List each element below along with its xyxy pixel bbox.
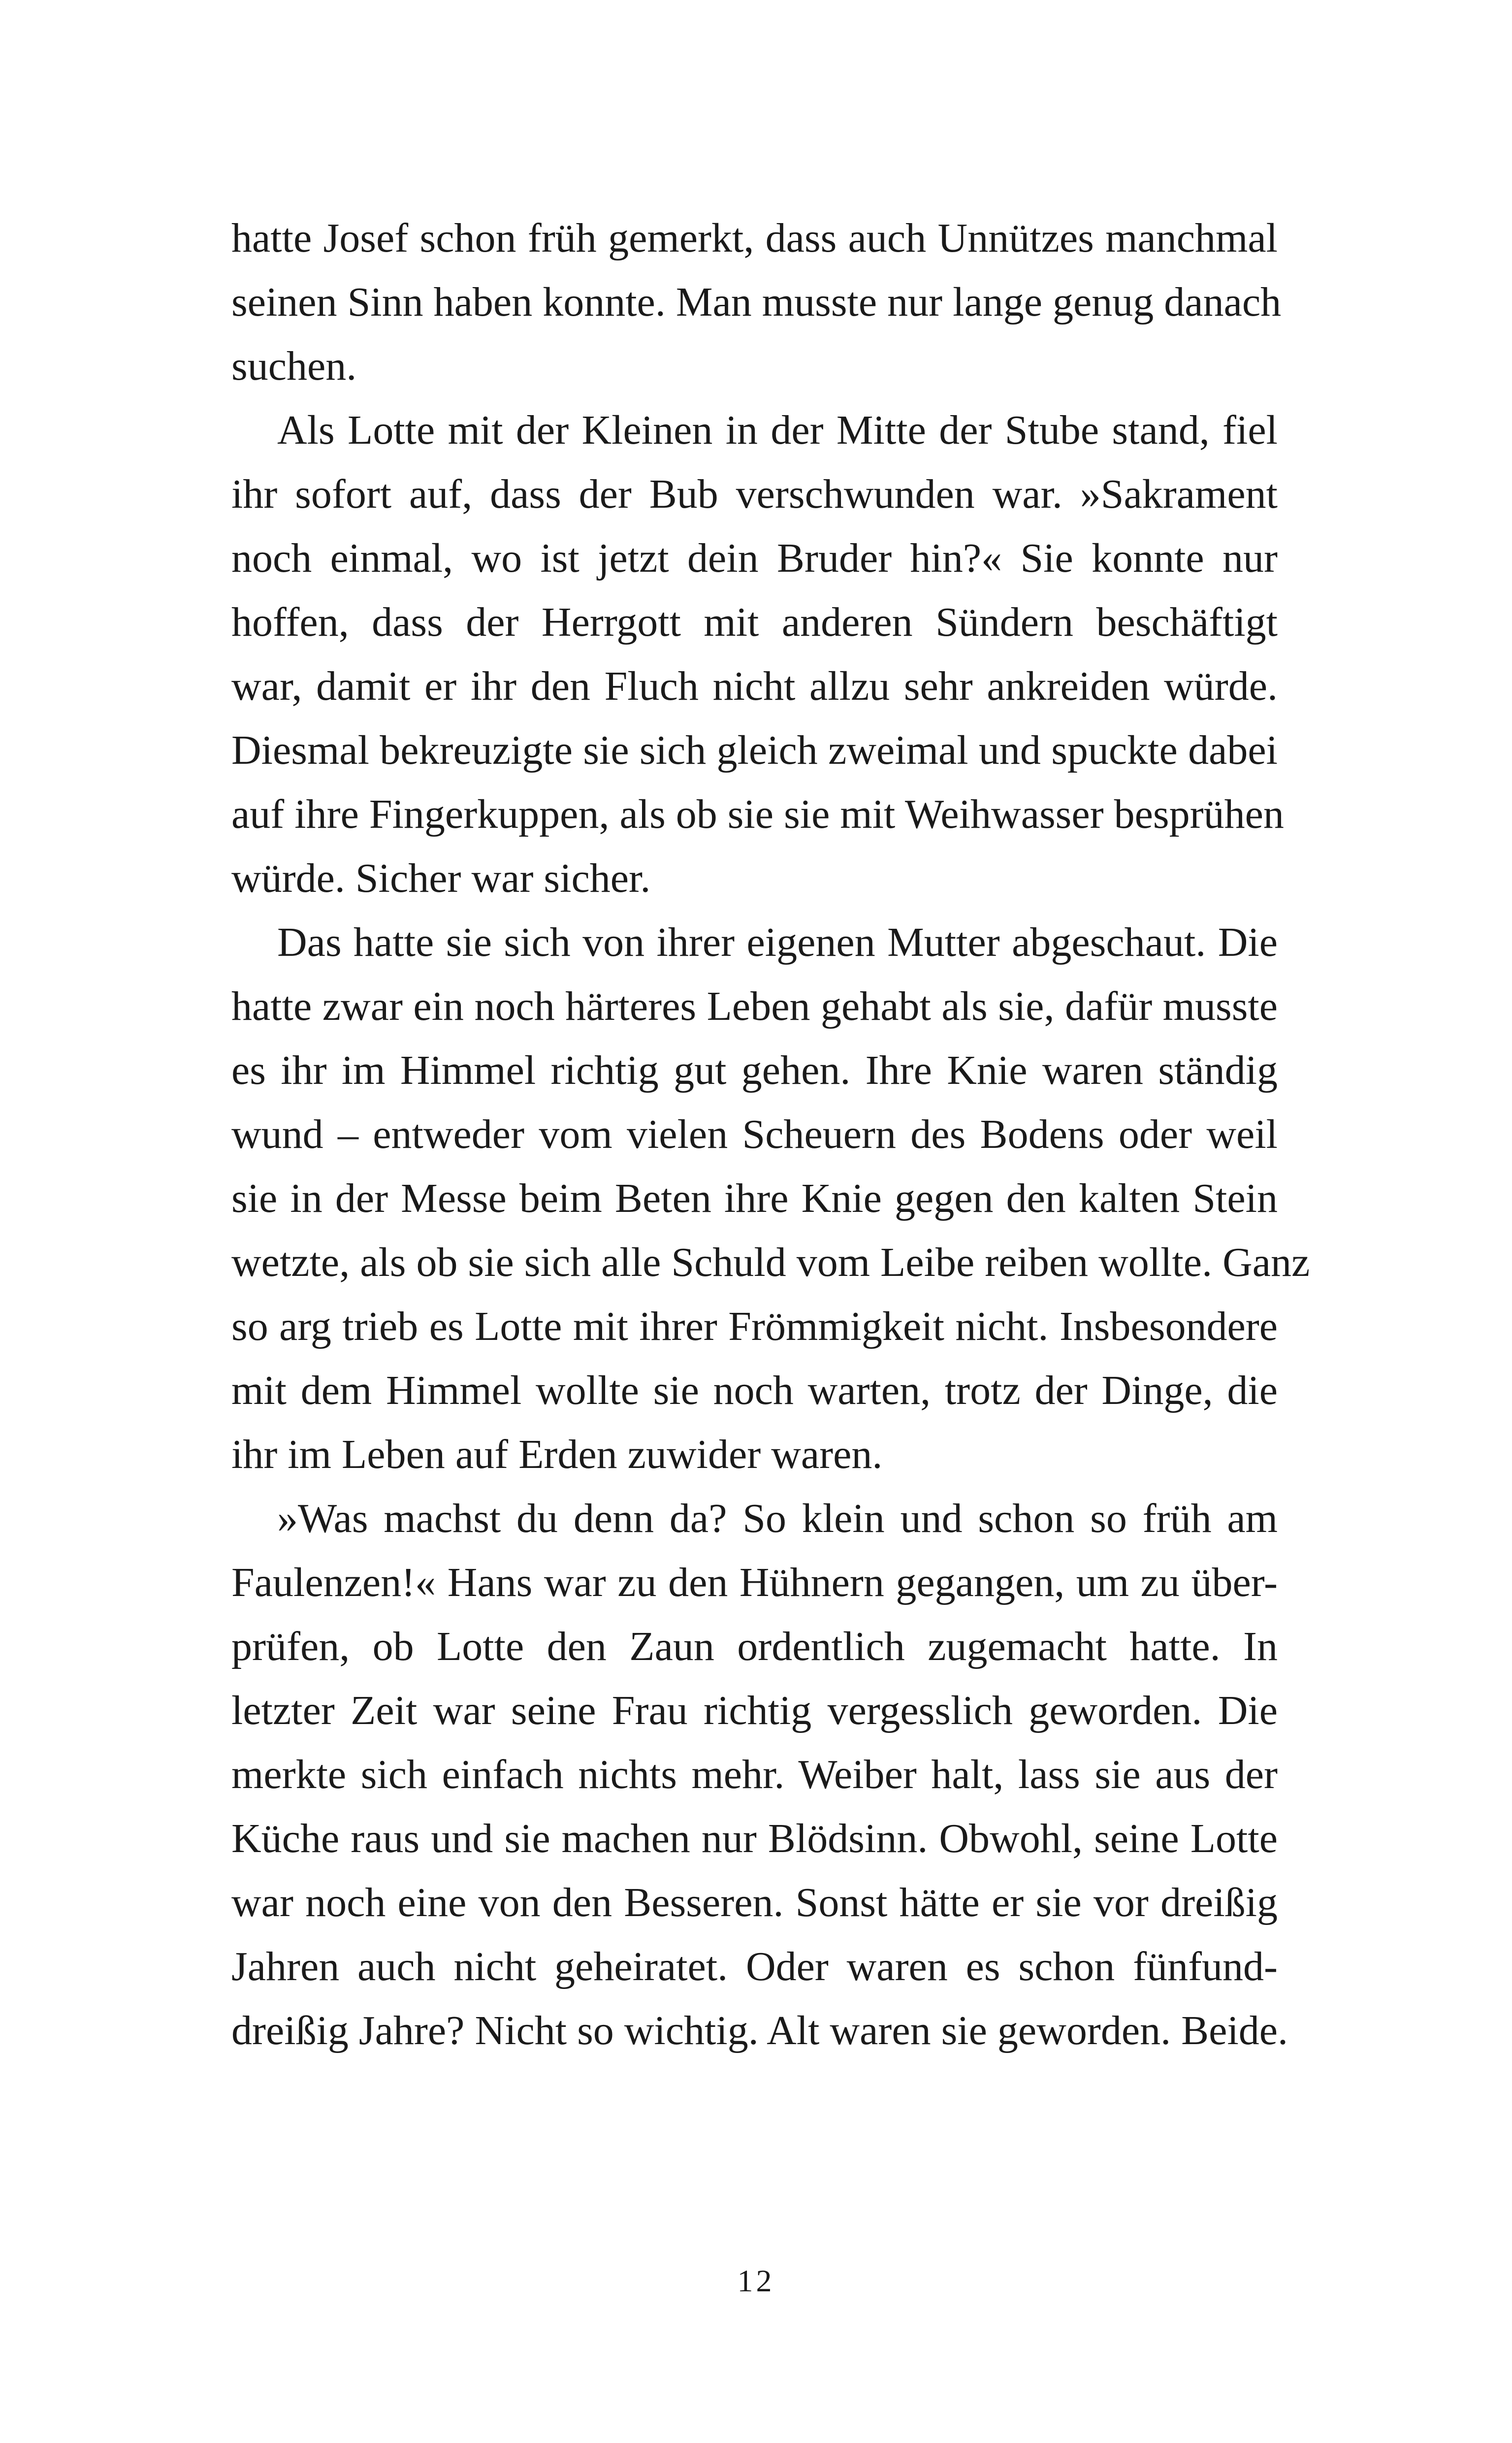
text-line: merkte sich einfach nichts mehr. Weiber halt, lass sie aus der [231, 1752, 1278, 1797]
text-line: prüfen, ob Lotte den Zaun ordentlich zugemacht hatte. In [231, 1624, 1278, 1669]
text-line: wetzte, als ob sie sich alle Schuld vom Leibe reiben wollte. Ganz [231, 1239, 1310, 1285]
text-line: sie in der Messe beim Beten ihre Knie gegen den kalten Stein [231, 1175, 1278, 1221]
text-line: war, damit er ihr den Fluch nicht allzu sehr ankreiden würde. [231, 663, 1278, 709]
text-line: Küche raus und sie machen nur Blödsinn. Obwohl, seine Lotte [231, 1816, 1278, 1861]
text-line: hatte Josef schon früh gemerkt, dass auch Unnützes manchmal [231, 215, 1278, 261]
text-line: Faulenzen!« Hans war zu den Hühnern gegangen, um zu über- [231, 1560, 1278, 1605]
text-line: wund – entweder vom vielen Scheuern des Bodens oder weil [231, 1111, 1278, 1157]
text-line: Als Lotte mit der Kleinen in der Mitte der Stube stand, fiel [277, 407, 1278, 453]
text-line: auf ihre Fingerkuppen, als ob sie sie mit Weihwasser besprühen [231, 791, 1284, 837]
text-line: noch einmal, wo ist jetzt dein Bruder hin?« Sie konnte nur [231, 535, 1278, 581]
text-line: ihr im Leben auf Erden zuwider waren. [231, 1432, 883, 1477]
text-line: hatte zwar ein noch härteres Leben gehabt als sie, dafür musste [231, 983, 1278, 1029]
text-line: letzter Zeit war seine Frau richtig vergesslich geworden. Die [231, 1688, 1278, 1733]
text-line: ihr sofort auf, dass der Bub verschwunden war. »Sakrament [231, 471, 1278, 517]
text-line: war noch eine von den Besseren. Sonst hätte er sie vor dreißig [231, 1880, 1278, 1925]
text-line: Jahren auch nicht geheiratet. Oder waren es schon fünfund- [231, 1944, 1278, 1989]
text-line: hoffen, dass der Herrgott mit anderen Sündern beschäftigt [231, 599, 1278, 645]
text-line: es ihr im Himmel richtig gut gehen. Ihre Knie waren ständig [231, 1047, 1278, 1093]
text-line: Das hatte sie sich von ihrer eigenen Mutter abgeschaut. Die [277, 919, 1278, 965]
text-line: seinen Sinn haben konnte. Man musste nur lange genug danach [231, 279, 1282, 325]
text-line: »Was machst du denn da? So klein und schon so früh am [277, 1496, 1278, 1541]
text-line: Diesmal bekreuzigte sie sich gleich zweimal und spuckte dabei [231, 727, 1278, 773]
text-line: dreißig Jahre? Nicht so wichtig. Alt waren sie geworden. Beide. [231, 2008, 1288, 2053]
text-line: mit dem Himmel wollte sie noch warten, trotz der Dinge, die [231, 1368, 1278, 1413]
text-line: so arg trieb es Lotte mit ihrer Frömmigkeit nicht. Insbesondere [231, 1303, 1278, 1349]
page-number: 12 [737, 2263, 775, 2298]
text-line: suchen. [231, 343, 357, 389]
text-line: würde. Sicher war sicher. [231, 855, 651, 901]
